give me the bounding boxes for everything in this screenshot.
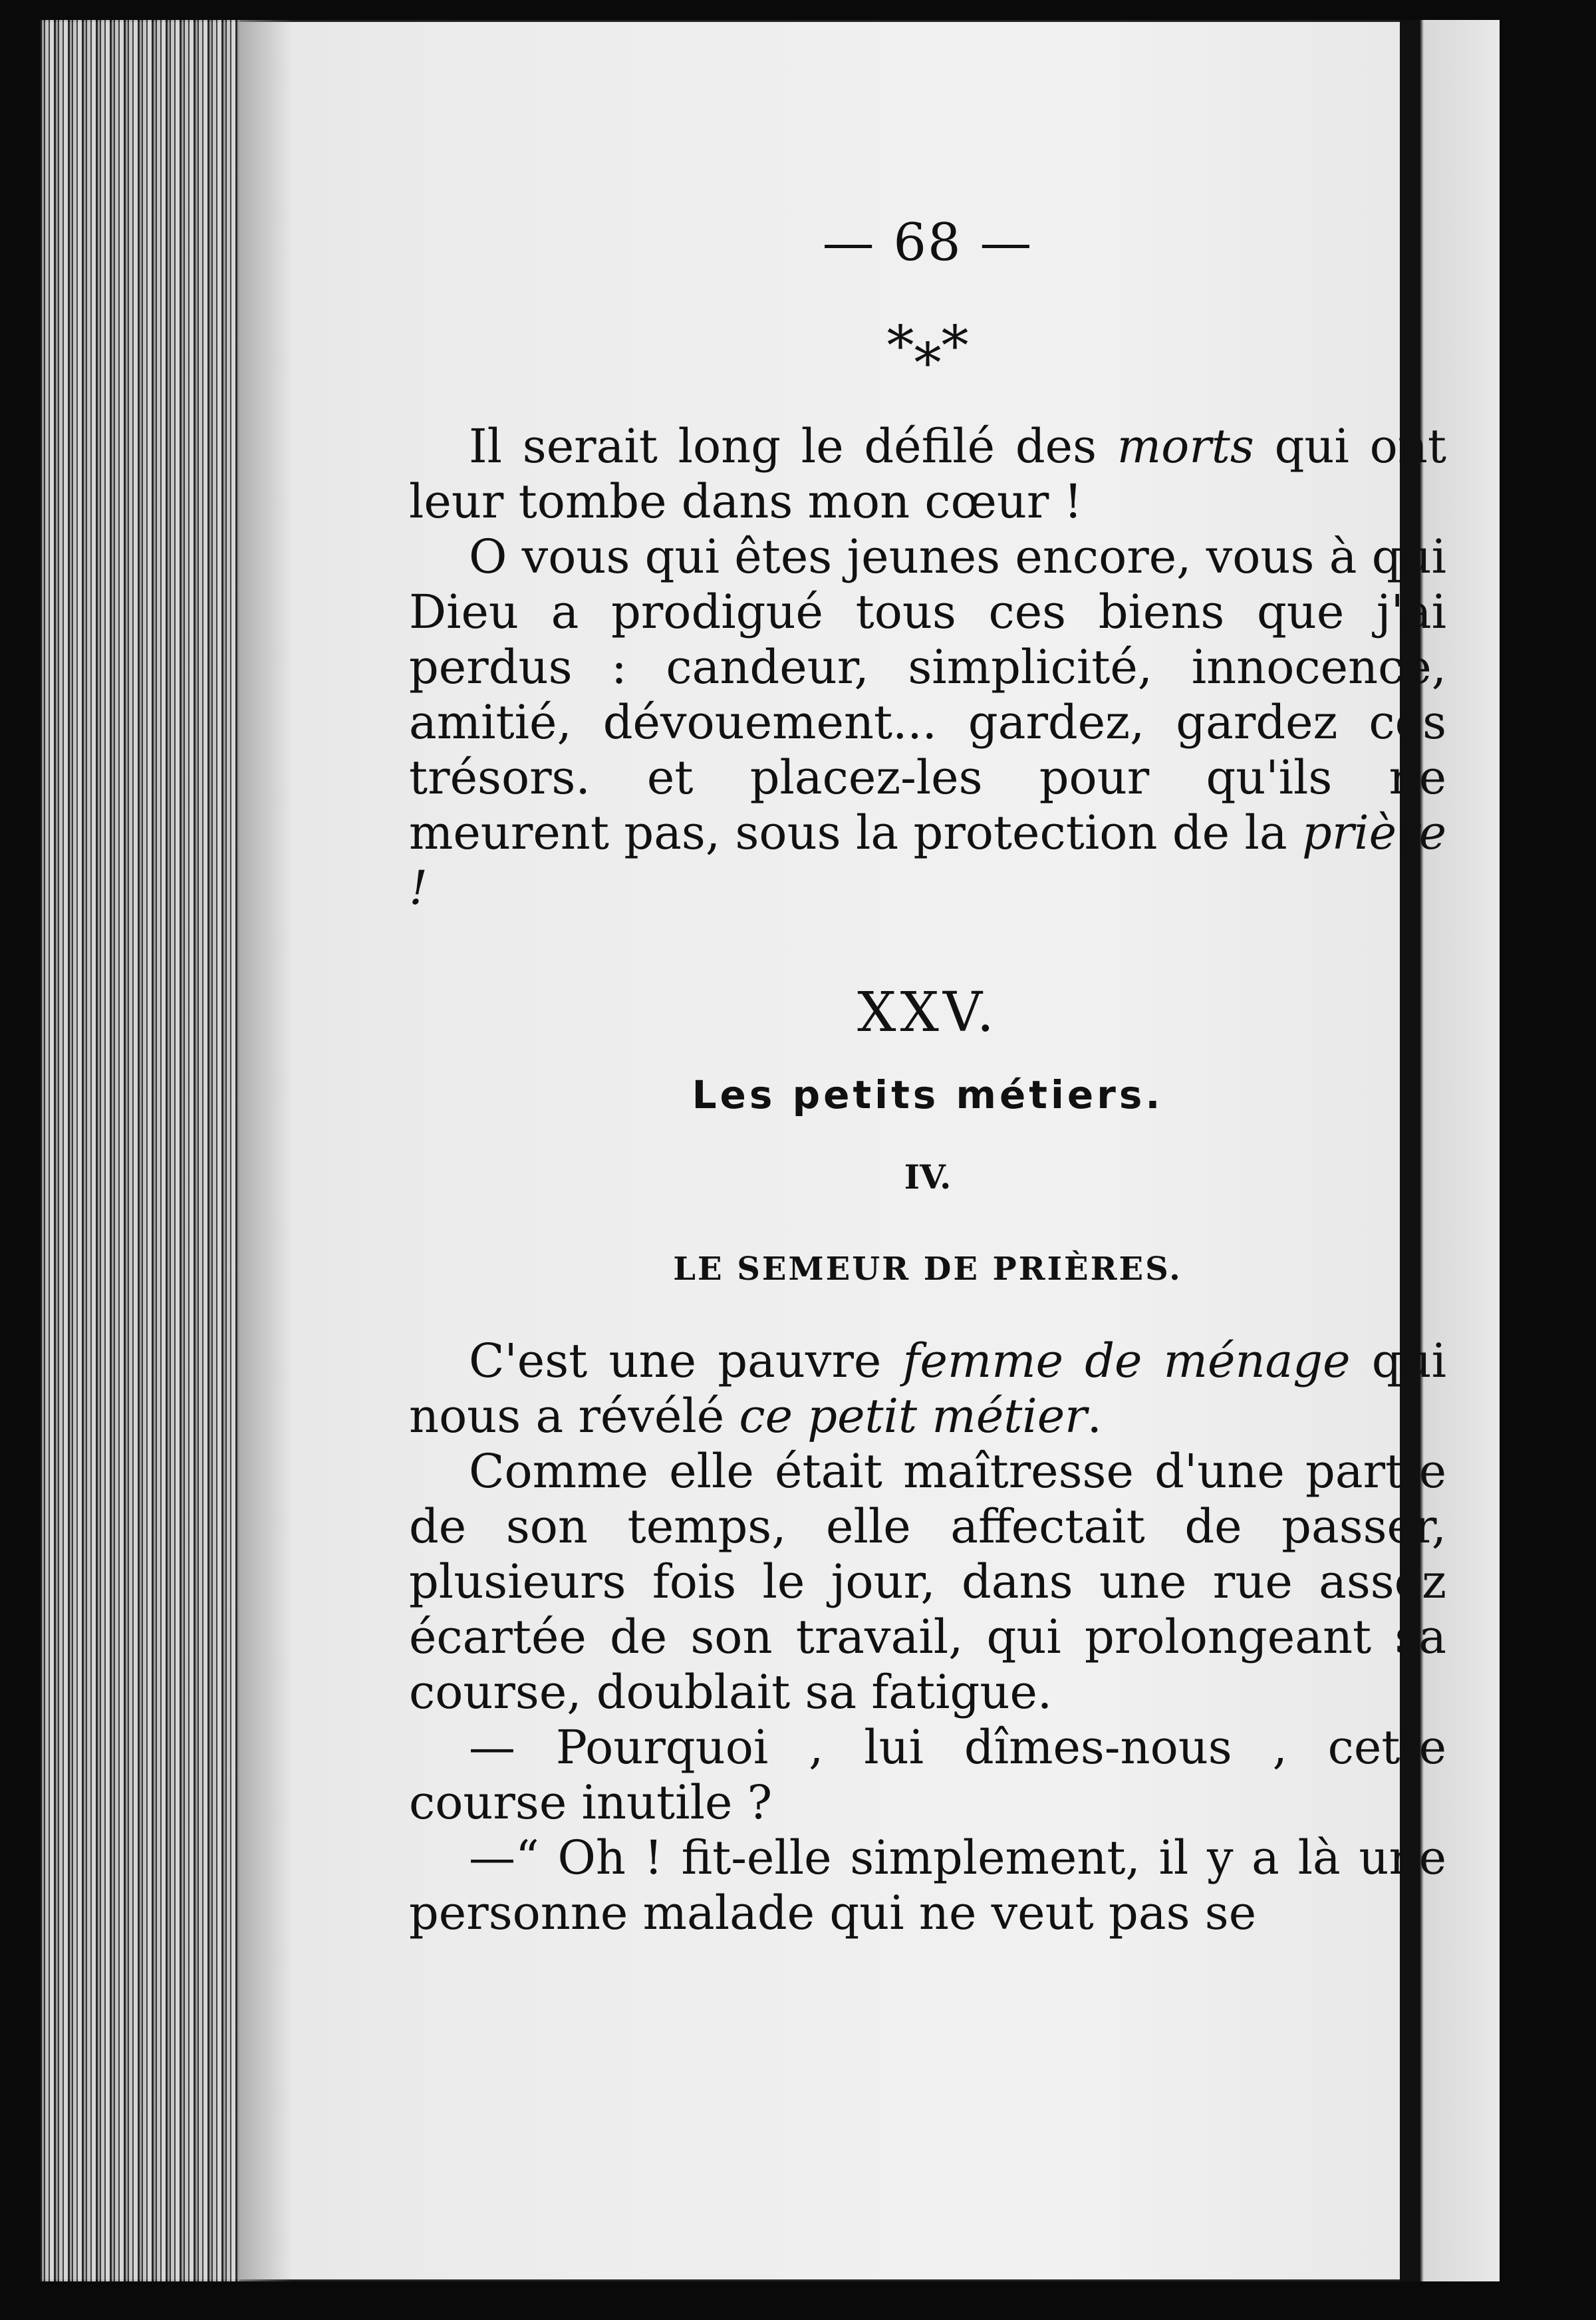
paragraph-3-italic-b: ce petit métier: [739, 1389, 1087, 1443]
subtitle: LE SEMEUR DE PRIÈRES.: [673, 1250, 1182, 1288]
paragraph-6-text: —“ Oh ! fit-elle simplement, il y a là une personne malade qui ne veut pas se: [409, 1830, 1446, 1940]
paragraph-5-text: — Pourquoi , lui dîmes-nous , cette course inutile ?: [409, 1720, 1446, 1830]
paragraph-6: [409, 1830, 1446, 1941]
chapter-number: XXV.: [857, 981, 998, 1044]
paragraph-4-text: Comme elle était maîtresse d'une partie de son temps, elle affectait de passer, plusieurs fois le jour, dans une rue assez écartée de son travail, qui prolongeant sa course, doublait sa fatigue.: [409, 1444, 1446, 1719]
paragraph-1: [409, 419, 1446, 529]
paragraph-4: [409, 1444, 1446, 1720]
paragraph-2-italic: prière !: [409, 805, 1446, 915]
paragraph-1-text-b: qui ont leur tombe dans mon cœur !: [409, 419, 1446, 529]
book-page: [40, 20, 1500, 2281]
paragraph-5: [409, 1720, 1446, 1830]
page-number: — 68 —: [822, 213, 1033, 273]
binding-shadow: [239, 20, 293, 2281]
paragraph-1-italic: morts: [1117, 419, 1254, 474]
paragraph-3-text-b: qui nous a révélé: [409, 1334, 1447, 1443]
paragraph-3: [409, 1334, 1446, 1444]
asterism-divider: *⁎*: [886, 315, 969, 378]
paragraph-3-text-a: C'est une pauvre: [469, 1334, 903, 1388]
section-title: Les petits métiers.: [692, 1072, 1164, 1117]
paragraph-3-text-c: .: [1087, 1389, 1102, 1443]
paragraph-1-text-a: Il serait long le défilé des: [469, 419, 1117, 474]
paragraph-3-italic-a: femme de ménage: [902, 1334, 1351, 1388]
section-number: IV.: [904, 1157, 952, 1197]
paragraph-2-text-a: O vous qui êtes jeunes encore, vous à qui Dieu a prodigué tous ces biens que j'ai perdus : candeur, simplicité, innocence, amitié, dévouement... gardez, gardez ces trésors. et placez-les pour qu'ils ne meurent pas, sous la protection de la: [409, 529, 1446, 860]
paragraph-2: [409, 529, 1446, 916]
book-binding-edge: [40, 20, 239, 2281]
